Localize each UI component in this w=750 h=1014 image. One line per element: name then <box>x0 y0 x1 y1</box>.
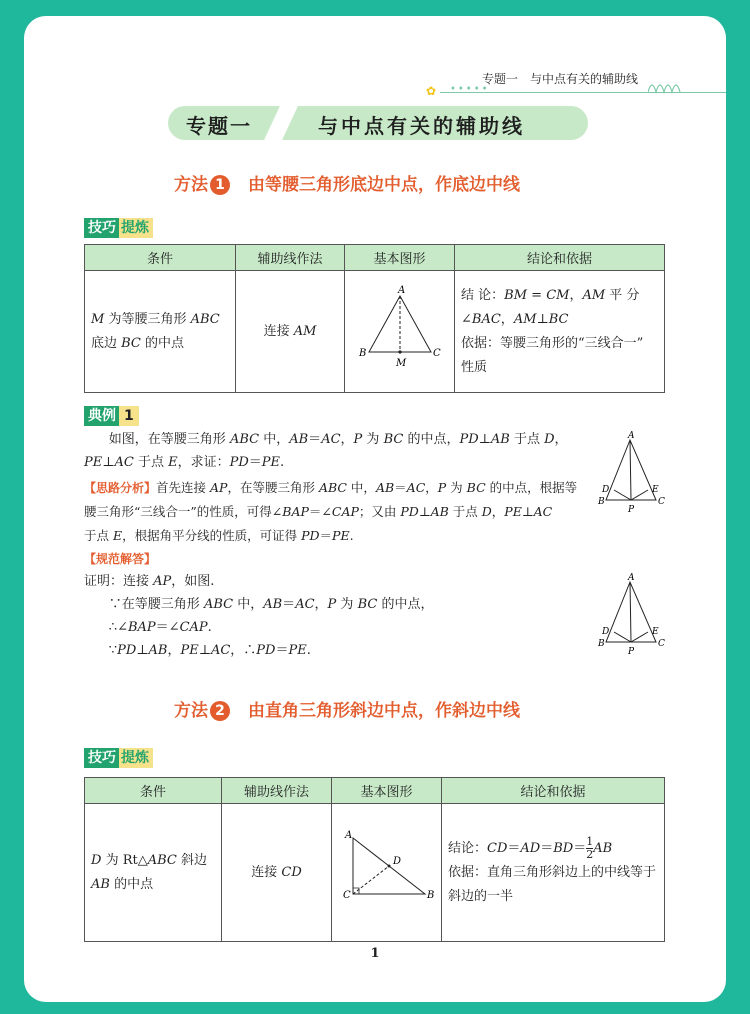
svg-text:E: E <box>652 627 659 637</box>
svg-text:D: D <box>392 856 401 867</box>
running-header <box>420 70 726 100</box>
col-figure: 基本图形 <box>332 778 442 804</box>
method-1-table <box>84 244 665 393</box>
solution-label: 【规范解答】 <box>84 552 157 566</box>
skill-tag-2: 技巧 提炼 <box>84 748 153 768</box>
figure-cell <box>332 804 442 942</box>
col-aux-line: 辅助线作法 <box>236 245 345 271</box>
running-header-text: 专题一 与中点有关的辅助线 <box>482 72 639 86</box>
svg-text:P: P <box>628 505 635 515</box>
page <box>24 16 726 1002</box>
aux-line-cell: 连接 CD <box>222 804 332 942</box>
topic-banner <box>168 106 588 140</box>
skill-tag-1: 技巧 提炼 <box>84 218 153 238</box>
svg-text:E: E <box>652 485 659 495</box>
example-figure-2 <box>594 572 668 658</box>
svg-text:B: B <box>426 890 434 901</box>
col-condition: 条件 <box>85 245 236 271</box>
svg-text:B: B <box>598 639 605 649</box>
svg-text:A: A <box>397 285 405 296</box>
conclusion-cell: 结论：CD＝AD＝BD＝ $\frac{1}{2}$ AB 依据：直角三角形斜边上的中线等于 斜边的一半 <box>442 804 665 942</box>
svg-text:P: P <box>628 647 635 657</box>
example-problem: 如图，在等腰三角形 ABC 中，AB＝AC，P 为 BC 的中点，PD⊥AB 于点 D， PE⊥AC 于点 E，求证：PD＝PE. <box>84 432 568 470</box>
aux-line-cell: 连接 AM <box>236 271 345 393</box>
star-icon: ✿ <box>426 84 437 98</box>
col-conclusion: 结论和依据 <box>455 245 665 271</box>
svg-text:M: M <box>395 358 406 369</box>
proof-block: 证明：连接 AP，如图. ∵在等腰三角形 ABC 中，AB＝AC，P 为 BC 的中点， ∴∠BAP＝∠CAP. ∵PD⊥AB，PE⊥AC，∴PD＝PE. <box>84 574 434 658</box>
svg-text:C: C <box>342 890 351 901</box>
dots-decoration: ••••• <box>450 84 490 95</box>
svg-text:A: A <box>628 573 635 583</box>
topic-title: 与中点有关的辅助线 <box>318 114 525 138</box>
page-number: 1 <box>370 946 380 961</box>
method-1-heading: 方法 1 由等腰三角形底边中点，作底边中线 <box>174 175 520 195</box>
svg-text:C: C <box>658 639 665 649</box>
svg-text:A: A <box>344 830 352 841</box>
wave-decoration <box>648 78 688 94</box>
col-aux-line: 辅助线作法 <box>222 778 332 804</box>
right-triangle-figure <box>339 828 435 908</box>
svg-text:D: D <box>602 627 610 637</box>
isosceles-triangle-figure <box>355 284 445 370</box>
condition-cell: D 为 Rt△ABC 斜边 AB 的中点 <box>85 804 222 942</box>
condition-cell: M 为等腰三角形 ABC 底边 BC 的中点 <box>85 271 236 393</box>
example-figure-1 <box>594 430 668 516</box>
svg-text:A: A <box>628 431 635 441</box>
method-2-table <box>84 777 665 942</box>
col-figure: 基本图形 <box>345 245 455 271</box>
figure-cell <box>345 271 455 393</box>
svg-text:B: B <box>358 348 366 359</box>
example-tag: 典例 1 <box>84 406 139 426</box>
svg-text:D: D <box>602 485 610 495</box>
method-2-heading: 方法 2 由直角三角形斜边中点，作斜边中线 <box>174 701 520 721</box>
svg-text:C: C <box>432 348 441 359</box>
svg-text:B: B <box>598 497 605 507</box>
conclusion-cell: 结 论：BM = CM，AM 平 分 ∠BAC，AM⊥BC 依据：等腰三角形的“三线合一” 性质 <box>455 271 665 393</box>
svg-text:C: C <box>658 497 665 507</box>
col-conclusion: 结论和依据 <box>442 778 665 804</box>
topic-number: 专题一 <box>186 114 252 138</box>
col-condition: 条件 <box>85 778 222 804</box>
analysis-block: 【思路分析】首先连接 AP，在等腰三角形 ABC 中，AB＝AC，P 为 BC 的中点，根据等 腰三角形“三线合一”的性质，可得∠BAP＝∠CAP；又由 PD⊥AB 于点 D，PE⊥AC 于点 E，根据角平分线的性质，可证得 PD＝PE. <box>84 480 578 543</box>
